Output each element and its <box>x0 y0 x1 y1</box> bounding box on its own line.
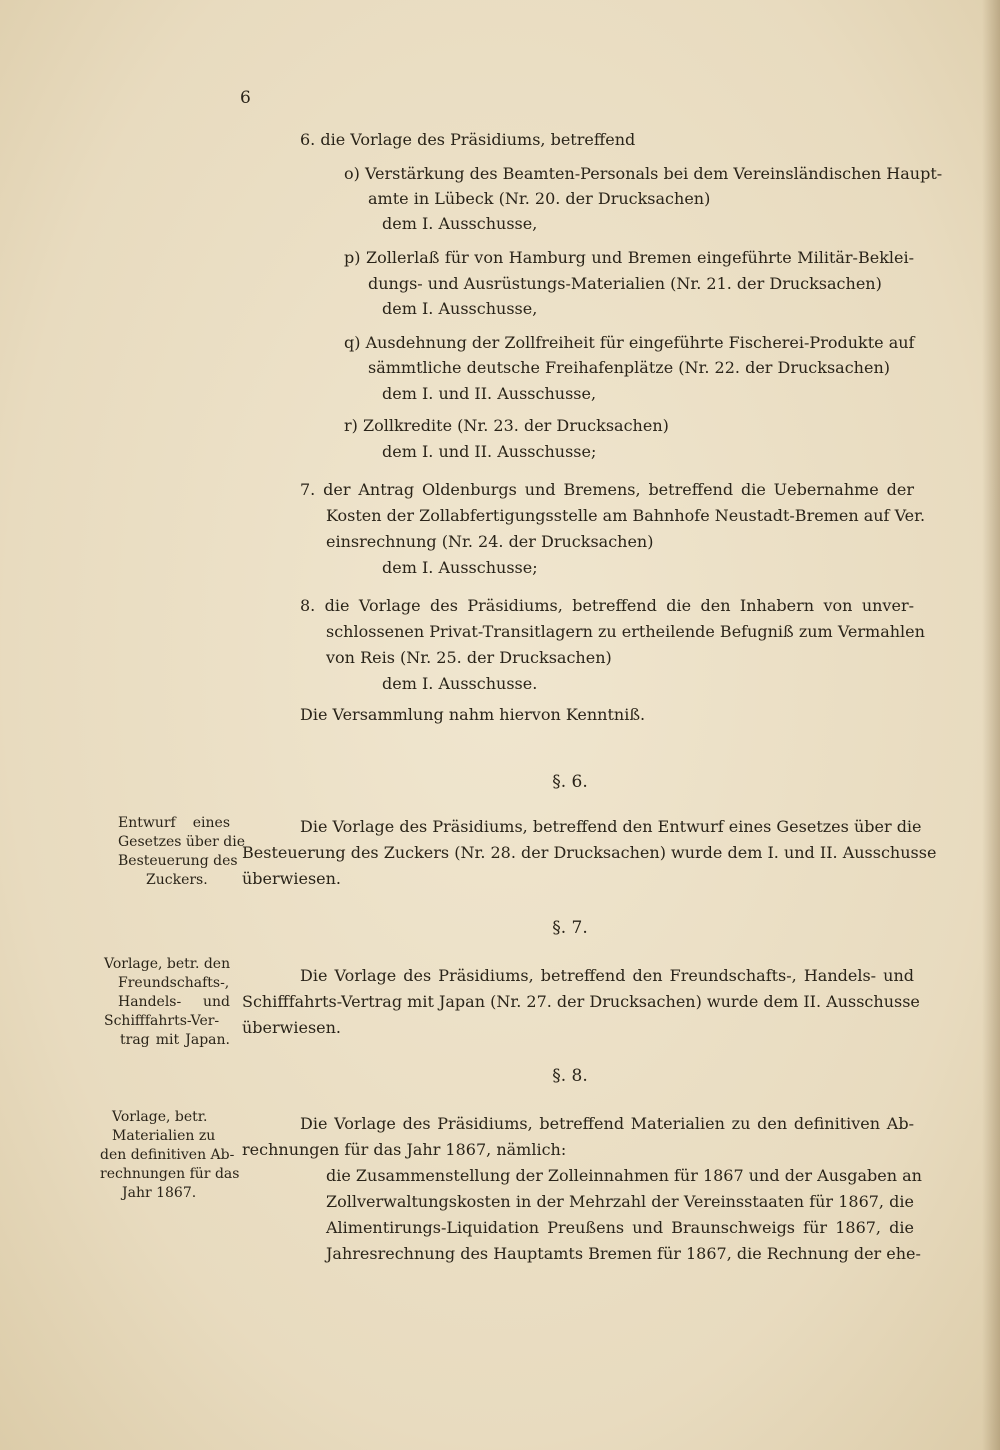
item6-o-line2: amte in Lübeck (Nr. 20. der Drucksachen) <box>368 189 711 208</box>
section-7-margin-line5: trag mit Japan. <box>120 1032 230 1048</box>
section-7-line1: Die Vorlage des Präsidiums, betreffend den Freundschafts-, Handels- und <box>300 966 914 985</box>
item8-line1: 8. die Vorlage des Präsidiums, betreffend die den Inhabern von unver- <box>300 596 914 615</box>
item7-line4: dem I. Ausschusse; <box>382 558 538 577</box>
section-7-margin-line3: Handels- und <box>118 994 230 1010</box>
item8-line4: dem I. Ausschusse. <box>382 674 538 693</box>
item8-line3: von Reis (Nr. 25. der Drucksachen) <box>326 648 612 667</box>
item6-p-line1: p) Zollerlaß für von Hamburg und Bremen eingeführte Militär-Beklei- <box>344 248 914 267</box>
section-6-margin-line4: Zuckers. <box>146 872 208 888</box>
section-8-line4: Zollverwaltungskosten in der Mehrzahl der Vereinsstaaten für 1867, die <box>326 1192 914 1211</box>
section-6-heading: §. 6. <box>552 772 588 792</box>
section-6-margin-line3: Besteuerung des <box>118 853 238 869</box>
page-number: 6 <box>240 88 251 108</box>
section-6-line1: Die Vorlage des Präsidiums, betreffend den Entwurf eines Gesetzes über die <box>300 817 922 836</box>
item6-r-line1: r) Zollkredite (Nr. 23. der Drucksachen) <box>344 416 669 435</box>
closing-sentence: Die Versammlung nahm hiervon Kenntniß. <box>300 705 646 724</box>
item6-o-line1: o) Verstärkung des Beamten-Personals bei dem Vereinsländischen Haupt- <box>344 164 943 183</box>
section-8-line3: die Zusammenstellung der Zolleinnahmen für 1867 und der Ausgaben an <box>326 1166 922 1185</box>
section-8-line6: Jahresrechnung des Hauptamts Bremen für 1867, die Rechnung der ehe- <box>326 1244 921 1263</box>
section-8-margin-line3: den definitiven Ab- <box>100 1147 235 1163</box>
page-edge-shadow <box>982 0 1000 1450</box>
item6-q-line2: sämmtliche deutsche Freihafenplätze (Nr. 22. der Drucksachen) <box>368 358 890 377</box>
item6-o-line3: dem I. Ausschusse, <box>382 214 538 233</box>
section-8-heading: §. 8. <box>552 1066 588 1086</box>
section-8-margin-line5: Jahr 1867. <box>122 1185 197 1201</box>
item7-line3: einsrechnung (Nr. 24. der Drucksachen) <box>326 532 654 551</box>
section-8-margin-line2: Materialien zu <box>112 1128 216 1144</box>
item6-heading: 6. die Vorlage des Präsidiums, betreffend <box>300 130 636 149</box>
item7-line1: 7. der Antrag Oldenburgs und Bremens, betreffend die Uebernahme der <box>300 480 914 499</box>
section-7-margin-line2: Freundschafts-, <box>118 975 230 991</box>
item6-p-line3: dem I. Ausschusse, <box>382 299 538 318</box>
section-8-line5: Alimentirungs-Liquidation Preußens und Braunschweigs für 1867, die <box>326 1218 914 1237</box>
section-7-line3: überwiesen. <box>242 1018 342 1037</box>
section-6-line2: Besteuerung des Zuckers (Nr. 28. der Drucksachen) wurde dem I. und II. Ausschusse <box>242 843 937 862</box>
section-7-margin-line4: Schifffahrts-Ver- <box>104 1013 220 1029</box>
section-6-margin-line2: Gesetzes über die <box>118 834 245 850</box>
section-7-heading: §. 7. <box>552 918 588 938</box>
section-8-line1: Die Vorlage des Präsidiums, betreffend Materialien zu den definitiven Ab- <box>300 1114 914 1133</box>
section-8-margin-line1: Vorlage, betr. <box>112 1109 208 1125</box>
item6-q-line3: dem I. und II. Ausschusse, <box>382 384 597 403</box>
item7-line2: Kosten der Zollabfertigungsstelle am Bahnhofe Neustadt-Bremen auf Ver. <box>326 506 926 525</box>
section-8-margin-line4: rechnungen für das <box>100 1166 240 1182</box>
section-7-line2: Schifffahrts-Vertrag mit Japan (Nr. 27. der Drucksachen) wurde dem II. Ausschusse <box>242 992 920 1011</box>
section-6-line3: überwiesen. <box>242 869 342 888</box>
item6-p-line2: dungs- und Ausrüstungs-Materialien (Nr. 21. der Drucksachen) <box>368 274 882 293</box>
section-7-margin-line1: Vorlage, betr. den <box>104 956 231 972</box>
item6-q-line1: q) Ausdehnung der Zollfreiheit für eingeführte Fischerei-Produkte auf <box>344 333 915 352</box>
section-6-margin-line1: Entwurf eines <box>118 815 230 831</box>
section-8-line2: rechnungen für das Jahr 1867, nämlich: <box>242 1140 567 1159</box>
item6-r-line2: dem I. und II. Ausschusse; <box>382 442 597 461</box>
item8-line2: schlossenen Privat-Transitlagern zu ertheilende Befugniß zum Vermahlen <box>326 622 925 641</box>
